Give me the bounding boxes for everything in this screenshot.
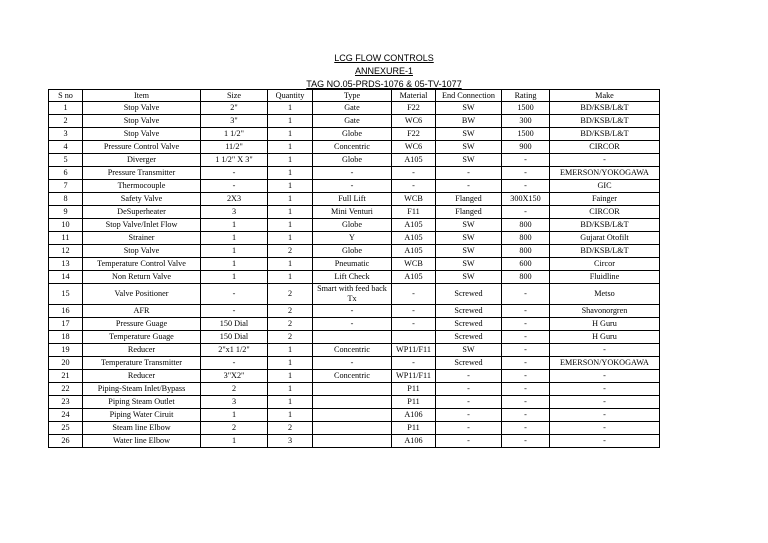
sno-cell: 23 [49, 396, 83, 409]
end-connection-cell: Flanged [436, 193, 502, 206]
make-cell: Fluidline [550, 271, 660, 284]
column-header-material: Material [392, 90, 436, 102]
type-cell: Y [313, 232, 392, 245]
rating-cell: 1500 [502, 128, 550, 141]
rating-cell: 900 [502, 141, 550, 154]
quantity-cell: 2 [268, 318, 313, 331]
table-row [49, 115, 660, 128]
end-connection-cell: SW [436, 141, 502, 154]
make-cell: GIC [550, 180, 660, 193]
rating-cell: - [502, 435, 550, 448]
rating-cell: - [502, 422, 550, 435]
sno-cell: 8 [49, 193, 83, 206]
size-cell: 1 1/2" [201, 128, 268, 141]
sno-cell: 1 [49, 102, 83, 115]
size-cell: 150 Dial [201, 318, 268, 331]
end-connection-cell: SW [436, 271, 502, 284]
material-cell: WCB [392, 193, 436, 206]
item-cell: Piping-Steam Inlet/Bypass [83, 383, 201, 396]
size-cell: - [201, 284, 268, 305]
material-cell: A105 [392, 232, 436, 245]
item-cell: Stop Valve [83, 245, 201, 258]
rating-cell: - [502, 284, 550, 305]
table-row [49, 435, 660, 448]
make-cell: Fainger [550, 193, 660, 206]
quantity-cell: 3 [268, 435, 313, 448]
make-cell: CIRCOR [550, 206, 660, 219]
table-row [49, 258, 660, 271]
sno-cell: 22 [49, 383, 83, 396]
material-cell: A105 [392, 245, 436, 258]
end-connection-cell: - [436, 370, 502, 383]
end-connection-cell: SW [436, 258, 502, 271]
material-cell: WC6 [392, 141, 436, 154]
size-cell: 150 Dial [201, 331, 268, 344]
material-cell: - [392, 305, 436, 318]
size-cell: 1 [201, 409, 268, 422]
sno-cell: 19 [49, 344, 83, 357]
end-connection-cell: SW [436, 128, 502, 141]
annexure-label: ANNEXURE-1 [354, 66, 413, 76]
material-cell: A106 [392, 409, 436, 422]
column-header-item: Item [83, 90, 201, 102]
table-row [49, 141, 660, 154]
quantity-cell: 1 [268, 180, 313, 193]
table-row [49, 167, 660, 180]
sno-cell: 24 [49, 409, 83, 422]
table-row [49, 206, 660, 219]
quantity-cell: 1 [268, 344, 313, 357]
sno-cell: 20 [49, 357, 83, 370]
item-cell: DeSuperheater [83, 206, 201, 219]
rating-cell: 800 [502, 271, 550, 284]
material-cell: A105 [392, 154, 436, 167]
tag-label: TAG NO.05-PRDS-1076 & 05-TV-1077 [306, 79, 462, 89]
end-connection-cell: - [436, 383, 502, 396]
sno-cell: 3 [49, 128, 83, 141]
column-header-sno: S no [49, 90, 83, 102]
make-cell: - [550, 435, 660, 448]
table-row [49, 193, 660, 206]
material-cell: - [392, 167, 436, 180]
type-cell [313, 396, 392, 409]
table-row [49, 219, 660, 232]
quantity-cell: 2 [268, 331, 313, 344]
table-row [49, 396, 660, 409]
quantity-cell: 2 [268, 245, 313, 258]
make-cell: Circor [550, 258, 660, 271]
material-cell: F22 [392, 102, 436, 115]
make-cell: BD/KSB/L&T [550, 102, 660, 115]
company-name: LCG FLOW CONTROLS [334, 53, 434, 63]
sno-cell: 9 [49, 206, 83, 219]
make-cell: - [550, 422, 660, 435]
make-cell: H Guru [550, 318, 660, 331]
type-cell: Smart with feed back Tx [313, 284, 392, 305]
item-cell: Reducer [83, 370, 201, 383]
type-cell [313, 435, 392, 448]
sno-cell: 4 [49, 141, 83, 154]
size-cell: 1 [201, 271, 268, 284]
sno-cell: 21 [49, 370, 83, 383]
sno-cell: 12 [49, 245, 83, 258]
type-cell [313, 383, 392, 396]
type-cell: Mini Venturi [313, 206, 392, 219]
rating-cell: 300 [502, 115, 550, 128]
rating-cell: 800 [502, 219, 550, 232]
item-cell: Stop Valve [83, 102, 201, 115]
table-row [49, 232, 660, 245]
item-cell: Pressure Control Valve [83, 141, 201, 154]
item-cell: Stop Valve [83, 115, 201, 128]
table-body [49, 102, 660, 448]
sno-cell: 6 [49, 167, 83, 180]
size-cell: 11/2" [201, 141, 268, 154]
material-cell: A105 [392, 271, 436, 284]
quantity-cell: 2 [268, 305, 313, 318]
end-connection-cell: SW [436, 344, 502, 357]
end-connection-cell: Screwed [436, 318, 502, 331]
type-cell [313, 409, 392, 422]
size-cell: 2X3 [201, 193, 268, 206]
type-cell: Gate [313, 115, 392, 128]
item-cell: Reducer [83, 344, 201, 357]
quantity-cell: 1 [268, 357, 313, 370]
material-cell: WP11/F11 [392, 344, 436, 357]
type-cell: Globe [313, 154, 392, 167]
type-cell: Gate [313, 102, 392, 115]
item-cell: Steam line Elbow [83, 422, 201, 435]
end-connection-cell: BW [436, 115, 502, 128]
rating-cell: 800 [502, 232, 550, 245]
make-cell: Gujarat Otofilt [550, 232, 660, 245]
type-cell: Concentric [313, 370, 392, 383]
item-cell: Stop Valve/Inlet Flow [83, 219, 201, 232]
quantity-cell: 1 [268, 383, 313, 396]
tag-heading [0, 79, 768, 89]
table-row [49, 128, 660, 141]
document-title [0, 53, 768, 63]
sno-cell: 7 [49, 180, 83, 193]
table-row [49, 102, 660, 115]
size-cell: 1 [201, 219, 268, 232]
table-row [49, 370, 660, 383]
size-cell: 2 [201, 422, 268, 435]
size-cell: 1 [201, 232, 268, 245]
type-cell [313, 331, 392, 344]
item-cell: Stop Valve [83, 128, 201, 141]
make-cell: H Guru [550, 331, 660, 344]
item-cell: Pressure Transmitter [83, 167, 201, 180]
make-cell: EMERSON/YOKOGAWA [550, 167, 660, 180]
table-row [49, 154, 660, 167]
type-cell: - [313, 318, 392, 331]
rating-cell: 300X150 [502, 193, 550, 206]
size-cell: 2 [201, 383, 268, 396]
quantity-cell: 1 [268, 232, 313, 245]
size-cell: 1 1/2" X 3" [201, 154, 268, 167]
column-header-type: Type [313, 90, 392, 102]
sno-cell: 25 [49, 422, 83, 435]
make-cell: - [550, 409, 660, 422]
sno-cell: 26 [49, 435, 83, 448]
table-row [49, 331, 660, 344]
type-cell: Globe [313, 245, 392, 258]
rating-cell: 800 [502, 245, 550, 258]
quantity-cell: 2 [268, 284, 313, 305]
column-header-end-connection: End Connection [436, 90, 502, 102]
rating-cell: - [502, 344, 550, 357]
type-cell: Globe [313, 219, 392, 232]
item-cell: AFR [83, 305, 201, 318]
quantity-cell: 1 [268, 370, 313, 383]
quantity-cell: 1 [268, 128, 313, 141]
size-cell: 1 [201, 245, 268, 258]
material-cell: - [392, 180, 436, 193]
size-cell: 3" [201, 115, 268, 128]
type-cell: Concentric [313, 344, 392, 357]
quantity-cell: 1 [268, 115, 313, 128]
type-cell: Pneumatic [313, 258, 392, 271]
equipment-table [48, 89, 660, 448]
size-cell: 3"X2" [201, 370, 268, 383]
make-cell: BD/KSB/L&T [550, 115, 660, 128]
rating-cell: - [502, 409, 550, 422]
table-row [49, 271, 660, 284]
quantity-cell: 2 [268, 422, 313, 435]
material-cell: WC6 [392, 115, 436, 128]
end-connection-cell: - [436, 396, 502, 409]
material-cell [392, 331, 436, 344]
material-cell: P11 [392, 396, 436, 409]
rating-cell: - [502, 383, 550, 396]
sno-cell: 11 [49, 232, 83, 245]
table-row [49, 409, 660, 422]
size-cell: - [201, 305, 268, 318]
type-cell: Full Lift [313, 193, 392, 206]
make-cell: - [550, 370, 660, 383]
rating-cell: - [502, 305, 550, 318]
end-connection-cell: SW [436, 154, 502, 167]
rating-cell: - [502, 180, 550, 193]
quantity-cell: 1 [268, 258, 313, 271]
sno-cell: 18 [49, 331, 83, 344]
quantity-cell: 1 [268, 409, 313, 422]
type-cell: Lift Check [313, 271, 392, 284]
rating-cell: - [502, 206, 550, 219]
end-connection-cell: - [436, 180, 502, 193]
end-connection-cell: SW [436, 245, 502, 258]
table-row [49, 357, 660, 370]
item-cell: Temperature Control Valve [83, 258, 201, 271]
table-row [49, 422, 660, 435]
size-cell: 3 [201, 396, 268, 409]
column-header-rating: Rating [502, 90, 550, 102]
material-cell: - [392, 357, 436, 370]
size-cell: - [201, 167, 268, 180]
make-cell: BD/KSB/L&T [550, 245, 660, 258]
rating-cell: - [502, 167, 550, 180]
type-cell: - [313, 305, 392, 318]
table-row [49, 383, 660, 396]
end-connection-cell: - [436, 409, 502, 422]
end-connection-cell: SW [436, 232, 502, 245]
quantity-cell: 1 [268, 193, 313, 206]
rating-cell: - [502, 370, 550, 383]
end-connection-cell: - [436, 167, 502, 180]
table-row [49, 305, 660, 318]
make-cell: BD/KSB/L&T [550, 128, 660, 141]
make-cell: Metso [550, 284, 660, 305]
material-cell: WP11/F11 [392, 370, 436, 383]
quantity-cell: 1 [268, 154, 313, 167]
quantity-cell: 1 [268, 141, 313, 154]
item-cell: Piping Water Ciruit [83, 409, 201, 422]
table-row [49, 318, 660, 331]
size-cell: - [201, 357, 268, 370]
end-connection-cell: - [436, 422, 502, 435]
material-cell: P11 [392, 422, 436, 435]
size-cell: 1 [201, 258, 268, 271]
make-cell: - [550, 383, 660, 396]
rating-cell: 1500 [502, 102, 550, 115]
size-cell: 2"x1 1/2" [201, 344, 268, 357]
type-cell: - [313, 180, 392, 193]
rating-cell: 600 [502, 258, 550, 271]
sno-cell: 5 [49, 154, 83, 167]
make-cell: Shavonorgren [550, 305, 660, 318]
column-header-quantity: Quantity [268, 90, 313, 102]
table-header-row [49, 90, 660, 102]
item-cell: Diverger [83, 154, 201, 167]
item-cell: Safety Valve [83, 193, 201, 206]
table-row [49, 245, 660, 258]
quantity-cell: 1 [268, 102, 313, 115]
make-cell: BD/KSB/L&T [550, 219, 660, 232]
item-cell: Temperature Guage [83, 331, 201, 344]
rating-cell: - [502, 331, 550, 344]
quantity-cell: 1 [268, 396, 313, 409]
table-row [49, 180, 660, 193]
quantity-cell: 1 [268, 167, 313, 180]
sno-cell: 15 [49, 284, 83, 305]
end-connection-cell: Screwed [436, 357, 502, 370]
item-cell: Thermocouple [83, 180, 201, 193]
material-cell: F22 [392, 128, 436, 141]
size-cell: 2" [201, 102, 268, 115]
material-cell: A106 [392, 435, 436, 448]
type-cell: - [313, 167, 392, 180]
material-cell: F11 [392, 206, 436, 219]
quantity-cell: 1 [268, 219, 313, 232]
make-cell: EMERSON/YOKOGAWA [550, 357, 660, 370]
annexure-heading [0, 66, 768, 76]
end-connection-cell: Screwed [436, 284, 502, 305]
sno-cell: 16 [49, 305, 83, 318]
rating-cell: - [502, 396, 550, 409]
size-cell: - [201, 180, 268, 193]
make-cell: - [550, 154, 660, 167]
material-cell: WCB [392, 258, 436, 271]
size-cell: 1 [201, 435, 268, 448]
material-cell: - [392, 318, 436, 331]
item-cell: Non Return Valve [83, 271, 201, 284]
type-cell [313, 422, 392, 435]
column-header-size: Size [201, 90, 268, 102]
end-connection-cell: - [436, 435, 502, 448]
item-cell: Water line Elbow [83, 435, 201, 448]
rating-cell: - [502, 357, 550, 370]
item-cell: Temperature Transmitter [83, 357, 201, 370]
end-connection-cell: Flanged [436, 206, 502, 219]
end-connection-cell: SW [436, 219, 502, 232]
rating-cell: - [502, 154, 550, 167]
quantity-cell: 1 [268, 271, 313, 284]
table-row [49, 344, 660, 357]
item-cell: Valve Positioner [83, 284, 201, 305]
end-connection-cell: Screwed [436, 305, 502, 318]
type-cell: Globe [313, 128, 392, 141]
type-cell: Concentric [313, 141, 392, 154]
item-cell: Piping Steam Outlet [83, 396, 201, 409]
sno-cell: 17 [49, 318, 83, 331]
material-cell: P11 [392, 383, 436, 396]
end-connection-cell: Screwed [436, 331, 502, 344]
size-cell: 3 [201, 206, 268, 219]
table-row [49, 284, 660, 305]
rating-cell: - [502, 318, 550, 331]
material-cell: A105 [392, 219, 436, 232]
sno-cell: 13 [49, 258, 83, 271]
sno-cell: 14 [49, 271, 83, 284]
quantity-cell: 1 [268, 206, 313, 219]
sno-cell: 2 [49, 115, 83, 128]
make-cell: - [550, 344, 660, 357]
item-cell: Strainer [83, 232, 201, 245]
sno-cell: 10 [49, 219, 83, 232]
make-cell: - [550, 396, 660, 409]
column-header-make: Make [550, 90, 660, 102]
material-cell: - [392, 284, 436, 305]
make-cell: CIRCOR [550, 141, 660, 154]
item-cell: Pressure Guage [83, 318, 201, 331]
end-connection-cell: SW [436, 102, 502, 115]
type-cell: - [313, 357, 392, 370]
